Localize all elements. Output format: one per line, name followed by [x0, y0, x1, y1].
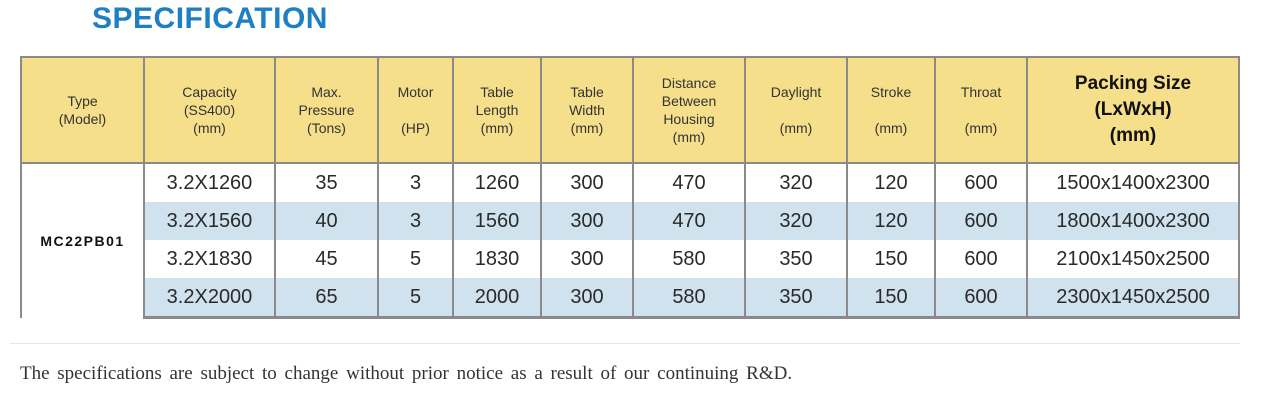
motor-cell: 3	[378, 202, 453, 240]
disclaimer-note: The specifications are subject to change without prior notice as a result of our continuing R&D.	[20, 363, 793, 384]
model-cell: MC22PB01	[21, 163, 144, 318]
header-throat-line: (mm)	[964, 120, 998, 136]
header-capacity	[144, 57, 275, 163]
header-motor-line: (HP)	[401, 120, 430, 136]
packing-size-cell: 1500x1400x2300	[1027, 163, 1239, 202]
throat-cell: 600	[935, 240, 1027, 278]
header-distance-line: Between	[661, 93, 717, 109]
header-capacity-line: (mm)	[193, 120, 226, 136]
packing-size-cell: 1800x1400x2300	[1027, 202, 1239, 240]
header-throat-spacer	[936, 101, 1026, 119]
stroke-cell: 150	[847, 278, 935, 318]
stroke-cell: 120	[847, 202, 935, 240]
header-daylight	[745, 57, 847, 163]
table-row	[21, 278, 1239, 318]
divider	[10, 343, 1240, 344]
motor-cell: 5	[378, 240, 453, 278]
header-table-length-line: Table	[480, 84, 514, 100]
header-stroke-spacer	[848, 101, 934, 119]
throat-cell: 600	[935, 278, 1027, 318]
header-type-line: (Model)	[58, 111, 107, 127]
header-pressure-line: Max.	[311, 84, 342, 100]
header-type	[21, 57, 144, 163]
specification-table	[20, 56, 1240, 319]
daylight-cell: 350	[745, 278, 847, 318]
header-table-width	[541, 57, 633, 163]
motor-cell: 3	[378, 163, 453, 202]
pressure-cell: 35	[275, 163, 378, 202]
header-table-length-line: (mm)	[480, 120, 514, 136]
header-daylight-line: (mm)	[779, 120, 813, 136]
capacity-cell: 3.2X2000	[144, 278, 275, 318]
header-table-width-line: (mm)	[570, 120, 604, 136]
header-stroke-line: Stroke	[870, 84, 912, 100]
page-title: SPECIFICATION	[92, 2, 328, 35]
table-length-cell: 1260	[453, 163, 541, 202]
header-distance-line: (mm)	[672, 129, 706, 145]
header-motor-spacer	[379, 101, 452, 119]
table-length-cell: 2000	[453, 278, 541, 318]
table-row	[21, 163, 1239, 202]
distance-cell: 580	[633, 278, 745, 318]
header-capacity-line: Capacity	[182, 84, 237, 100]
table-row	[21, 202, 1239, 240]
header-type-line: Type	[67, 93, 98, 109]
header-daylight-line: Daylight	[770, 84, 822, 100]
distance-cell: 470	[633, 202, 745, 240]
capacity-cell: 3.2X1560	[144, 202, 275, 240]
header-table-length-line: Length	[475, 102, 519, 118]
table-width-cell: 300	[541, 278, 633, 318]
table-width-cell: 300	[541, 202, 633, 240]
throat-cell: 600	[935, 163, 1027, 202]
capacity-cell: 3.2X1830	[144, 240, 275, 278]
header-motor-line: Motor	[397, 84, 434, 100]
header-table-width-line: Width	[569, 102, 605, 118]
table-length-cell: 1560	[453, 202, 541, 240]
header-throat-line: Throat	[960, 84, 1002, 100]
stroke-cell: 120	[847, 163, 935, 202]
packing-size-cell: 2300x1450x2500	[1027, 278, 1239, 318]
daylight-cell: 320	[745, 202, 847, 240]
daylight-cell: 350	[745, 240, 847, 278]
pressure-cell: 40	[275, 202, 378, 240]
distance-cell: 470	[633, 163, 745, 202]
header-pressure-line: (Tons)	[307, 120, 346, 136]
header-stroke-line: (mm)	[874, 120, 908, 136]
header-motor	[378, 57, 453, 163]
header-capacity-line: (SS400)	[183, 102, 236, 118]
header-pressure	[275, 57, 378, 163]
header-packing-size	[1027, 57, 1239, 163]
table-length-cell: 1830	[453, 240, 541, 278]
table-width-cell: 300	[541, 240, 633, 278]
distance-cell: 580	[633, 240, 745, 278]
header-daylight-spacer	[746, 101, 846, 119]
packing-size-cell: 2100x1450x2500	[1027, 240, 1239, 278]
pressure-cell: 65	[275, 278, 378, 318]
throat-cell: 600	[935, 202, 1027, 240]
header-packing-line: (LxWxH)	[1094, 99, 1172, 120]
pressure-cell: 45	[275, 240, 378, 278]
header-packing-line: (mm)	[1109, 125, 1157, 146]
header-packing-line: Packing Size	[1074, 73, 1192, 94]
daylight-cell: 320	[745, 163, 847, 202]
stroke-cell: 150	[847, 240, 935, 278]
header-row	[21, 57, 1239, 163]
table-row	[21, 240, 1239, 278]
table-width-cell: 300	[541, 163, 633, 202]
header-distance	[633, 57, 745, 163]
header-distance-line: Distance	[661, 75, 717, 91]
header-stroke	[847, 57, 935, 163]
header-table-width-line: Table	[570, 84, 604, 100]
header-pressure-line: Pressure	[298, 102, 355, 118]
header-distance-line: Housing	[663, 111, 715, 127]
capacity-cell: 3.2X1260	[144, 163, 275, 202]
motor-cell: 5	[378, 278, 453, 318]
header-table-length	[453, 57, 541, 163]
header-throat	[935, 57, 1027, 163]
